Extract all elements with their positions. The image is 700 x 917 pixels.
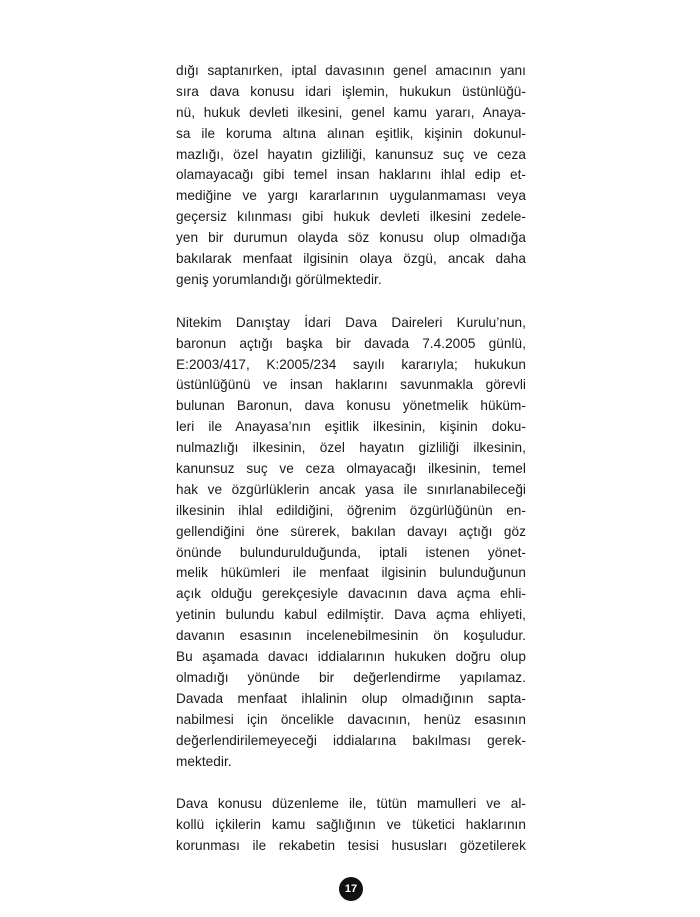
text-line: sa ile koruma altına alınan eşitlik, kişinin dokunul- — [176, 125, 526, 141]
text-line: bulunan Baronun, dava konusu yönetmelik hüküm- — [176, 398, 526, 414]
text-line: nabilmesi için öncelikle davacının, henüz esasının — [176, 711, 526, 727]
text-line: kanunsuz suç ve ceza olmayacağı ilkesinin, temel — [176, 461, 526, 477]
text-line: dığı saptanırken, iptal davasının genel amacının yanı — [176, 63, 526, 78]
text-line: nulmazlığı ilkesinin, özel hayatın gizliliği ilkesinin, — [176, 440, 526, 456]
page-number-badge: 17 — [339, 877, 363, 901]
document-page — [176, 61, 526, 879]
text-line: yetinin bulundu kabul edilmiştir. Dava açma ehliyeti, — [176, 607, 526, 623]
paragraph-1 — [176, 61, 526, 291]
text-line: açık olduğu gerekçesiyle davacının dava açma ehli- — [176, 586, 526, 602]
text-line: üstünlüğünü ve insan haklarını savunmakla görevli — [176, 377, 526, 393]
text-line: mektedir. — [176, 753, 232, 769]
paragraph-2 — [176, 313, 526, 773]
text-line: hak ve özgürlüklerin ancak yasa ile sınırlanabileceği — [176, 481, 526, 497]
text-line: kollü içkilerin kamu sağlığının ve tüketici haklarının — [176, 817, 526, 833]
text-line: mazlığı, özel hayatın gizliliği, kanunsuz suç ve ceza — [176, 146, 526, 162]
text-line: ilkesinin ihlal edildiğini, öğrenim özgürlüğünün en- — [176, 502, 526, 518]
text-line: baronun açtığı başka bir davada 7.4.2005 günlü, — [176, 335, 526, 351]
text-line: olamayacağı gibi temel insan haklarını ihlal edip et- — [176, 167, 526, 183]
text-line: mediğine ve yargı kararlarının uygulanmaması veya — [176, 188, 526, 204]
text-line: geniş yorumlandığı görülmektedir. — [176, 271, 382, 287]
text-line: değerlendirilemeyeceği iddialarına bakılması gerek- — [176, 732, 526, 748]
text-line: sıra dava konusu idari işlemin, hukukun üstünlüğü- — [176, 83, 526, 99]
text-line: önünde bulundurulduğunda, iptali istenen yönet- — [176, 544, 526, 560]
text-line: bakılarak menfaat ilgisinin olaya özgü, ancak daha — [176, 251, 526, 267]
text-line: gellendiğini öne sürerek, bakılan davayı açtığı göz — [176, 523, 526, 539]
text-line: korunması ile rekabetin tesisi hususları gözetilerek — [176, 838, 526, 854]
text-line: Bu aşamada davacı iddialarının hukuken doğru olup — [176, 649, 526, 665]
text-line: nü, hukuk devleti ilkesini, genel kamu yararı, Anaya- — [176, 104, 526, 120]
text-line: melik hükümleri ile menfaat ilgisinin bulunduğunun — [176, 565, 526, 581]
text-line: Davada menfaat ihlalinin olup olmadığının sapta- — [176, 690, 526, 706]
text-line: leri ile Anayasa’nın eşitlik ilkesinin, kişinin doku- — [176, 419, 526, 435]
paragraph-3 — [176, 794, 526, 857]
text-line: E:2003/417, K:2005/234 sayılı kararıyla; hukukun — [176, 356, 526, 372]
text-line: Dava konusu düzenleme ile, tütün mamulleri ve al- — [176, 796, 526, 812]
text-line: geçersiz kılınması gibi hukuk devleti ilkesini zedele- — [176, 209, 526, 225]
text-line: davanın esasının incelenebilmesinin ön koşuludur. — [176, 628, 526, 644]
text-line: Nitekim Danıştay İdari Dava Daireleri Kurulu’nun, — [176, 314, 526, 330]
text-line: olmadığı yönünde bir değerlendirme yapılamaz. — [176, 669, 526, 685]
text-line: yen bir durumun olayda söz konusu olup olmadığa — [176, 230, 526, 246]
